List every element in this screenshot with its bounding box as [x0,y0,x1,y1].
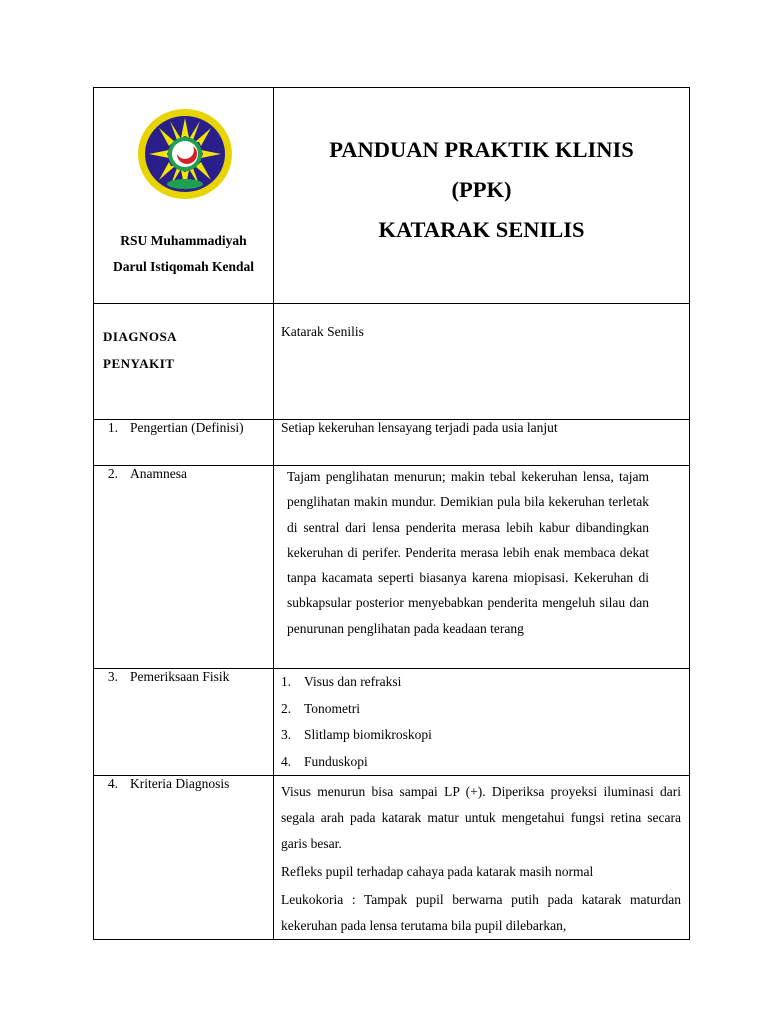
document-subject: KATARAK SENILIS [378,217,585,242]
row-kriteria-label [94,776,274,940]
row-pengertian-value [274,420,690,466]
diagnosa-value: Katarak Senilis [281,324,364,339]
row-pengertian-label [94,420,274,466]
kriteria-paragraph: Leukokoria : Tampak pupil berwarna putih pada katarak maturdan kekeruhan pada lensa terutama bila pupil dilebarkan, [281,892,681,933]
row-label: Kriteria Diagnosis [130,776,230,791]
row-pemeriksaan-value [274,669,690,776]
row-anamnesa-label [94,466,274,669]
kriteria-paragraph: Visus menurun bisa sampai LP (+). Diperiksa proyeksi iluminasi dari segala arah pada katarak matur untuk mengetahui fungsi retina secara garis besar. [281,784,681,851]
row-value: Tajam penglihatan menurun; makin tebal kekeruhan lensa, tajam penglihatan makin mundur. Demikian pula bila kekeruhan terletak di sentral dari lensa penderita merasa lebih kabur dibandingkan kekeruhan di perifer. Penderita merasa lebih enak membaca dekat tanpa kacamata seperti biasanya karena miopisasi. Kekeruhan di subkapsular posterior menyebabkan penderita mengeluh silau dan penurunan penglihatan pada keadaan terang [287,469,649,636]
header-org-cell [94,88,274,304]
row-kriteria-value [274,776,690,940]
document-title: PANDUAN PRAKTIK KLINIS [329,137,634,162]
header-title-cell [274,88,690,304]
row-label: Pengertian (Definisi) [130,420,244,435]
hospital-logo-icon [137,108,233,200]
list-item: 2. Tonometri [281,700,361,716]
row-number: 1. [107,420,118,435]
row-number: 3. [107,669,118,684]
row-pemeriksaan-label [94,669,274,776]
org-name-line1: RSU Muhammadiyah [120,233,247,248]
row-value: Setiap kekeruhan lensayang terjadi pada usia lanjut [281,420,558,435]
kriteria-paragraph: Refleks pupil terhadap cahaya pada katarak masih normal [281,864,594,879]
row-number: 4. [107,776,118,791]
list-item: 3. Slitlamp biomikroskopi [281,727,432,742]
diagnosa-label-line2: PENYAKIT [103,356,175,371]
ppk-table [93,87,690,940]
row-label: Pemeriksaan Fisik [130,669,230,684]
org-name-line2: Darul Istiqomah Kendal [112,259,255,274]
diagnosa-label-line1: DIAGNOSA [103,329,178,344]
document-title-abbr: (PPK) [451,177,512,202]
row-anamnesa-value [274,466,690,669]
list-item: 4. Funduskopi [281,753,368,769]
row-number: 2. [107,466,118,481]
diagnosa-label-cell [94,304,274,420]
row-label: Anamnesa [130,466,187,481]
diagnosa-value-cell [274,304,690,420]
list-item: 1. Visus dan refraksi [281,674,402,689]
pemeriksaan-list [281,669,681,775]
